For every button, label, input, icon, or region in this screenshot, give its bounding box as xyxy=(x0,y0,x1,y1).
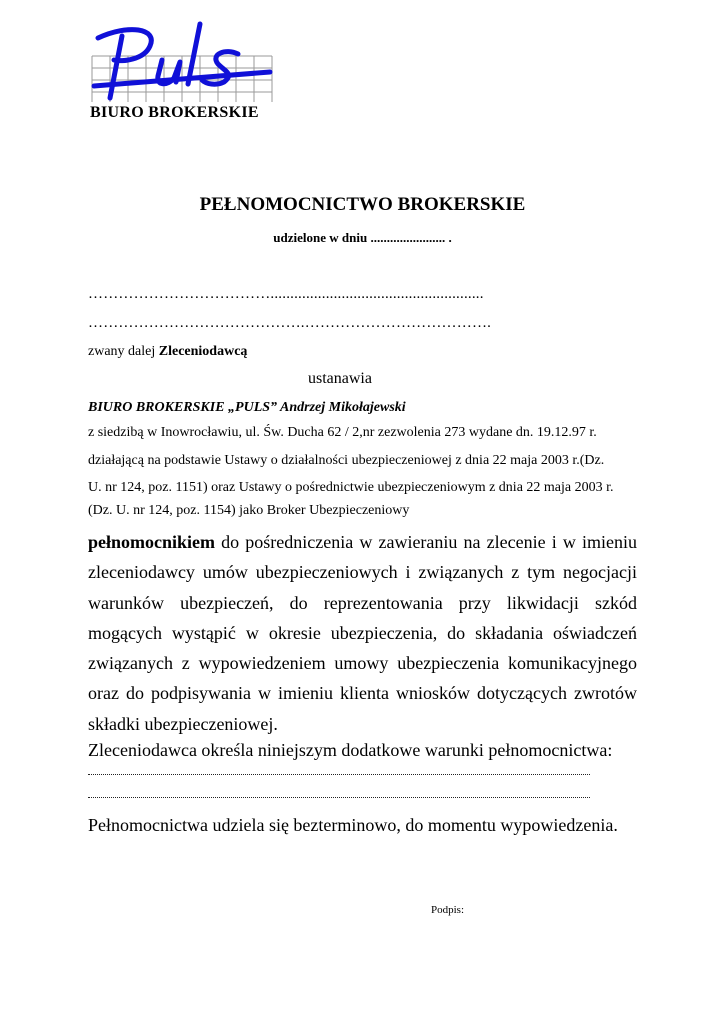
term-statement: Pełnomocnictwa udziela się bezterminowo, do momentu wypowiedzenia. xyxy=(88,815,618,835)
broker-address-line: z siedzibą w Inowrocławiu, ul. Św. Ducha 62 / 2,nr zezwolenia 273 wydane dn. 19.12.97 r. xyxy=(88,425,597,440)
broker-name: BIURO BROKERSKIE „PULS” Andrzej Mikołajewski xyxy=(88,400,406,415)
principal-designation-prefix: zwany dalej xyxy=(88,344,159,359)
additional-conditions-label: Zleceniodawca określa niniejszym dodatkowe warunki pełnomocnictwa: xyxy=(88,740,613,760)
issued-date-line: udzielone w dniu ....................... . xyxy=(273,230,452,245)
broker-address-line: (Dz. U. nr 124, poz. 1154) jako Broker Ubezpieczeniowy xyxy=(88,503,410,518)
principal-blank-line-2: …………………………………….………………………………. xyxy=(88,315,492,331)
authorization-paragraph xyxy=(88,527,637,739)
principal-designation-bold: Zleceniodawcą xyxy=(158,344,248,359)
puls-logo xyxy=(88,16,278,126)
principal-designation xyxy=(88,344,247,360)
additional-conditions-blank-2[interactable] xyxy=(88,797,590,798)
principal-blank-line-1: ………………………………...................................................... xyxy=(88,286,484,302)
document-title: PEŁNOMOCNICTWO BROKERSKIE xyxy=(199,194,526,215)
puls-logo-graphic xyxy=(88,16,278,106)
authorization-text: do pośredniczenia w zawieraniu na zlecenie i w imieniu zleceniodawcy umów ubezpieczeniowych i związanych z tym negocjacji warunków ubezpieczeń, do reprezentowania przy likwidacji szkód mogących wystąpić w okresie ubezpieczenia, do składania oświadczeń związanych z wypowiedzeniem umowy ubezpieczenia komunikacyjnego oraz do podpisywania w imieniu klienta wniosków dotyczących zwrotów składki ubezpieczeniowej. xyxy=(88,532,637,734)
authorization-bold-word: pełnomocnikiem xyxy=(88,532,216,552)
broker-address-line: U. nr 124, poz. 1151) oraz Ustawy o pośrednictwie ubezpieczeniowym z dnia 22 maja 2003 r. xyxy=(88,480,614,495)
broker-address-line: działającą na podstawie Ustawy o działalności ubezpieczeniowej z dnia 22 maja 2003 r.(Dz. xyxy=(88,453,605,468)
signature-label: Podpis: xyxy=(431,904,465,916)
logo-subtitle: BIURO BROKERSKIE xyxy=(90,104,259,121)
establishes-word: ustanawia xyxy=(308,370,372,387)
additional-conditions-blank-1[interactable] xyxy=(88,774,590,775)
